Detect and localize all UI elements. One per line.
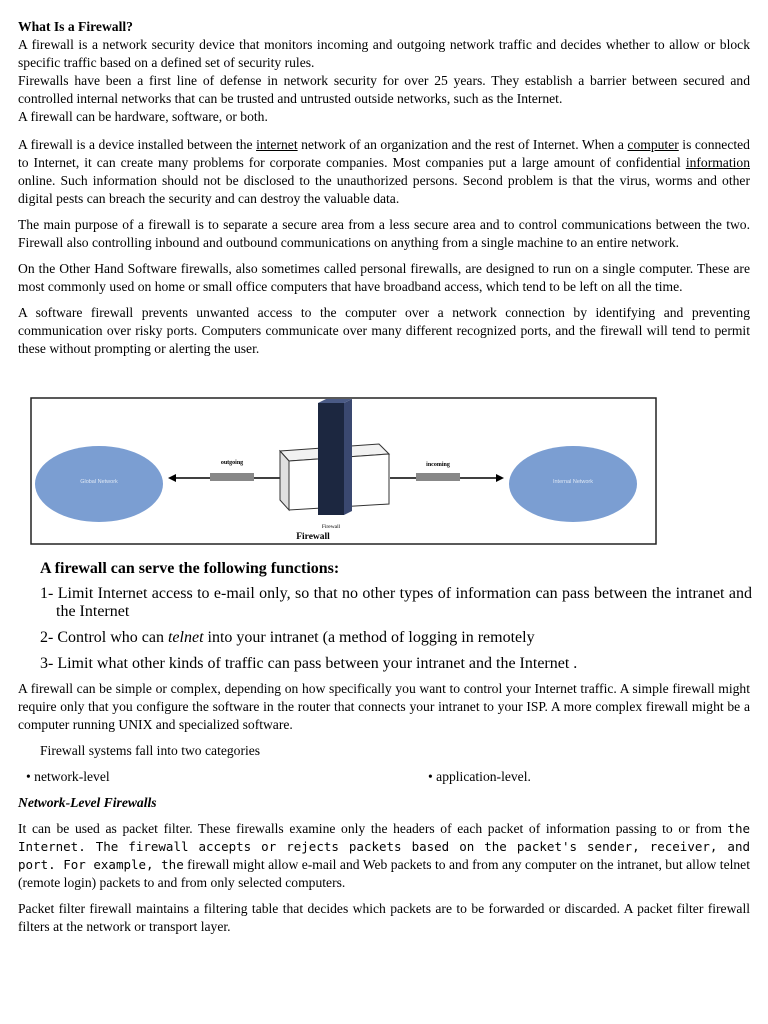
category-application-level: • application-level. [428, 769, 531, 784]
document-body [18, 18, 750, 358]
intro-line-2: Firewalls have been a first line of defense in network security for over 25 years. They establish a barrier between secured and controlled internal networks that can be trusted and untrusted outside networks, such as the Internet. [18, 73, 750, 106]
outgoing-label: outgoing [220, 460, 244, 466]
paragraph-simple-complex: A firewall can be simple or complex, depending on how specifically you want to control your Internet traffic. A simple firewall might require only that you configure the software in the router that connects your intranet to your ISP. A more complex firewall might be a computer running UNIX and specialized software. [18, 681, 750, 732]
category-network-level: • network-level [26, 769, 110, 784]
internet-link[interactable]: internet [256, 137, 298, 152]
computer-link[interactable]: computer [627, 137, 679, 152]
document-body-lower [18, 680, 750, 936]
text-run: online. Such information should not be disclosed to the unauthorized persons. Second problem is that the virus, worms and other digital pests can breach the security and can destroy the valuable data. [18, 173, 750, 206]
firewall-wall-front [318, 403, 344, 515]
text-run: It can be used as packet filter. These firewalls examine only the headers of each packet of information passing to or from [18, 821, 728, 836]
outgoing-packet [210, 473, 254, 481]
text-run-mono: the Internet. The firewall accepts or rejects packets based on the packet's sender, receiver, and port. For example, the [18, 821, 750, 872]
text-run: is connected to Internet, it can create many problems for corporate companies. Most companies put a large amount of confidential [18, 137, 750, 170]
intro-line-1: A firewall is a network security device that monitors incoming and outgoing network traffic and decides whether to allow or block specific traffic based on a defined set of security rules. [18, 37, 750, 70]
firewall-small-label: Firewall [321, 524, 341, 530]
function-item-2 [40, 629, 752, 647]
paragraph-software-prevents: A software firewall prevents unwanted access to the computer over a network connection by identifying and preventing communication over risky ports. Computers communicate over many different recognized ports, and the firewall will tend to permit these without prompting or alerting the user. [18, 305, 750, 356]
text-run: firewall might allow e-mail and Web packets to and from any computer on the intranet, but allow telnet (remote login) packets to and from only selected computers. [18, 857, 750, 890]
paragraph-purpose: The main purpose of a firewall is to separate a secure area from a less secure area and to control communications between the two. Firewall also controlling inbound and outbound communications on anything from a single machine to an entire network. [18, 217, 750, 250]
tunnel-side [280, 451, 289, 510]
functions-heading: A firewall can serve the following functions: [40, 560, 340, 577]
paragraph-filter-table: Packet filter firewall maintains a filtering table that decides which packets are to be forwarded or discarded. A packet filter firewall filters at the network or transport layer. [18, 901, 750, 934]
page-title: What Is a Firewall? [18, 19, 133, 34]
incoming-label: incoming [426, 462, 450, 468]
categories-row [18, 768, 750, 786]
function-item-1: 1- Limit Internet access to e-mail only, so that no other types of information can pass between the intranet and the Internet [40, 585, 752, 620]
network-level-heading: Network-Level Firewalls [18, 795, 157, 810]
paragraph-packet-filter [18, 820, 750, 892]
telnet-term: telnet [167, 629, 204, 646]
text-run: network of an organization and the rest of Internet. When a [297, 137, 628, 152]
intro-line-3: A firewall can be hardware, software, or both. [18, 109, 268, 124]
incoming-packet [416, 473, 460, 481]
firewall-wall-side [344, 399, 352, 515]
global-network-label: Global Network [80, 479, 118, 485]
function-item-3: 3- Limit what other kinds of traffic can pass between your intranet and the Internet . [40, 655, 578, 672]
functions-list [40, 560, 752, 673]
text-run: into your intranet (a method of logging in remotely [203, 629, 535, 646]
text-run: 2- Control who can [40, 629, 168, 646]
firewall-label: Firewall [296, 532, 330, 542]
categories-intro: Firewall systems fall into two categories [40, 743, 261, 758]
text-run: A firewall is a device installed between the [18, 137, 257, 152]
internal-network-label: Internal Network [552, 479, 594, 485]
information-link[interactable]: information [685, 155, 750, 170]
paragraph-software-firewalls: On the Other Hand Software firewalls, also sometimes called personal firewalls, are designed to run on a single computer. These are most commonly used on home or small office computers that have broadband access, which tend to be left on all the time. [18, 261, 750, 294]
paragraph-device [18, 136, 750, 208]
firewall-diagram [30, 397, 657, 545]
